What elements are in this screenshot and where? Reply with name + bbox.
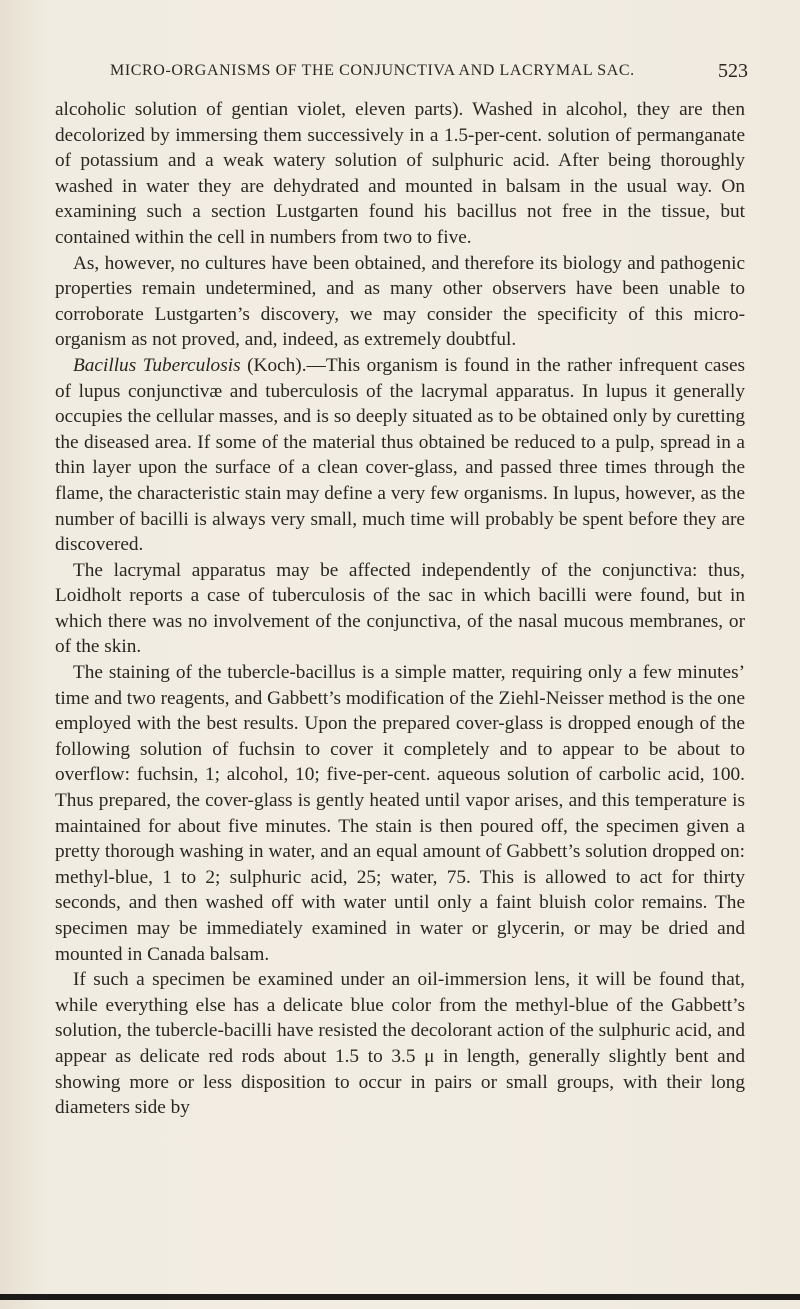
running-title: MICRO-ORGANISMS OF THE CONJUNCTIVA AND LACRYMAL SAC. [110,62,635,79]
paragraph-4-text: The lacrymal apparatus may be affected independently of the conjunctiva: thus, Loidholt reports a case of tuberculosis of the sac in which bacilli were found, but in which there was no involvement of the conjunctiva, of the nasal mucous membranes, or of the skin. [55,559,745,658]
running-head [110,62,750,88]
paragraph-2 [55,251,745,353]
paragraph-5 [55,660,745,967]
body-text [55,97,745,1121]
paragraph-4 [55,558,745,660]
paragraph-2-text: As, however, no cultures have been obtained, and therefore its biology and pathogenic properties remain undetermined, and as many other observers have been unable to corroborate Lustgarten’s discovery, we may consider the specificity of this micro-organism as not proved, and, indeed, as extremely doubtful. [55,252,745,351]
paragraph-1-text: alcoholic solution of gentian violet, eleven parts). Washed in alcohol, they are then decolorized by immersing them successively in a 1.5-per-cent. solution of permanganate of potassium and a weak watery solution of sulphuric acid. After being thoroughly washed in water they are dehydrated and mounted in balsam in the usual way. On examining such a section Lustgarten found his bacillus not free in the tissue, but contained within the cell in numbers from two to five. [55,99,745,248]
paragraph-5-text: The staining of the tubercle-bacillus is a simple matter, requiring only a few minutes’ time and two reagents, and Gabbett’s modification of the Ziehl-Neisser method is the one employed with the best results. Upon the prepared cover-glass is dropped enough of the following solution of fuchsin to cover it completely and to appear to be about to overflow: fuchsin, 1; alcohol, 10; five-per-cent. aqueous solution of carbolic acid, 100. Thus prepared, the cover-glass is gently heated until vapor arises, and this temperature is maintained for about five minutes. The stain is then poured off, the specimen given a pretty thorough washing in water, and an equal amount of Gabbett’s solution dropped on: methyl-blue, 1 to 2; sulphuric acid, 25; water, 75. This is allowed to act for thirty seconds, and then washed off with water until only a faint bluish color remains. The specimen may be immediately examined in water or glycerin, or may be dried and mounted in Canada balsam. [55,662,745,965]
bottom-edge-shadow [0,1294,800,1300]
paragraph-3 [55,353,745,558]
paragraph-3-lead: Bacillus Tuberculosis [73,354,241,376]
paragraph-3-text: (Koch).—This organism is found in the rather infrequent cases of lupus conjunctivæ and tuberculosis of the lacrymal apparatus. In lupus it generally occupies the cellular masses, and is so deeply situated as to be obtained only by curetting the diseased area. If some of the material thus obtained be reduced to a pulp, spread in a thin layer upon the surface of a clean cover-glass, and passed three times through the flame, the characteristic stain may define a very few organisms. In lupus, however, as the number of bacilli is always very small, much time will probably be spent before they are discovered. [55,354,746,556]
page-number: 523 [718,60,748,82]
paragraph-6-text: If such a specimen be examined under an oil-immersion lens, it will be found that, while everything else has a delicate blue color from the methyl-blue of the Gabbett’s solution, the tubercle-bacilli have resisted the decolorant action of the sulphuric acid, and appear as delicate red rods about 1.5 to 3.5 μ in length, generally slightly bent and showing more or less disposition to occur in pairs or small groups, with their long diameters side by [55,969,745,1119]
paragraph-1 [55,97,745,251]
paragraph-6 [55,967,745,1121]
